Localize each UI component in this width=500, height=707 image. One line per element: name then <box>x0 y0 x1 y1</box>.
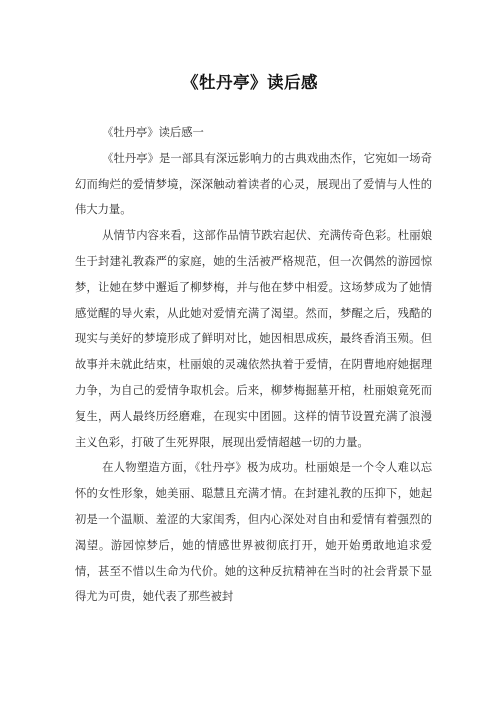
paragraph-plot: 从情节内容来看，这部作品情节跌宕起伏、充满传奇色彩。杜丽娘生于封建礼教森严的家庭，她的生活被严格规范，但一次偶然的游园惊梦，让她在梦中邂逅了柳梦梅，并与他在梦中相爱。这场梦成为了她情感觉醒的导火索，从此她对爱情充满了渴望。然而，梦醒之后，残酷的现实与美好的梦境形成了鲜明对比，她因相思成疾，最终香消玉殒。但故事并未就此结束，杜丽娘的灵魂依然执着于爱情，在阴曹地府她据理力争，为自己的爱情争取机会。后来，柳梦梅掘墓开棺，杜丽娘竟死而复生，两人最终历经磨难，在现实中团圆。这样的情节设置充满了浪漫主义色彩，打破了生死界限，展现出爱情超越一切的力量。 <box>75 229 432 449</box>
paragraph-characters: 在人物塑造方面，《牡丹亭》极为成功。杜丽娘是一个令人难以忘怀的女性形象，她美丽、聪慧且充满才情。在封建礼教的压抑下，她起初是一个温顺、羞涩的大家闺秀，但内心深处对自由和爱情有着强烈的渴望。游园惊梦后，她的情感世界被彻底打开，她开始勇敢地追求爱情，甚至不惜以生命为代价。她的这种反抗精神在当时的社会背景下显得尤为可贵，她代表了那些被封 <box>75 461 432 604</box>
document-title: 《牡丹亭》读后感 <box>182 73 318 92</box>
paragraph-intro: 《牡丹亭》是一部具有深远影响力的古典戏曲杰作，它宛如一场奇幻而绚烂的爱情梦境，深深触动着读者的心灵，展现出了爱情与人性的伟大力量。 <box>75 151 432 217</box>
section-subheading: 《牡丹亭》读后感一 <box>102 126 204 139</box>
document-body <box>75 120 432 610</box>
